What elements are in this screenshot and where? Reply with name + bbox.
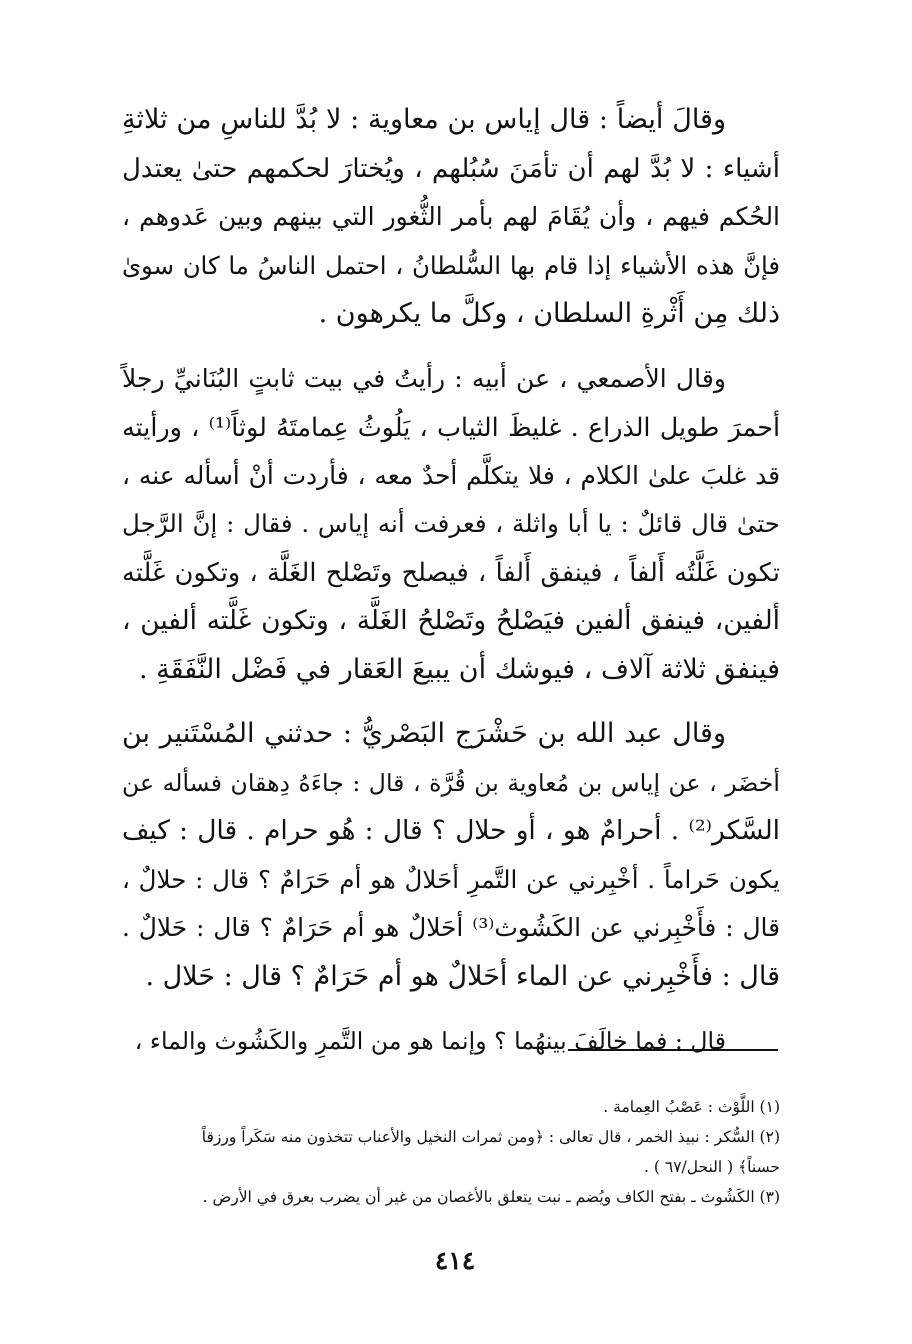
footnote-2: (٢) السُّكر : نبيذ الخمر ، قال تعالى : ﴿ومن ثمرات النخيل والأعناب تتخذون منه سَكَراً ورزقاً	[201, 1128, 780, 1146]
text-line: السَّكر⁽²⁾ . أحرامٌ هو ، أو حلال ؟ قال : هُو حرام . قال : كيف	[122, 816, 780, 846]
paragraph-1	[122, 96, 780, 339]
footnote-2-continued: حسناً﴾ ( النحل/٦٧ ) .	[644, 1158, 780, 1176]
text-line: أشياء : لا بُدَّ لهم أن تأمَنَ سُبُلهم ، ويُختارَ لحكمهم حتىٰ يعتدل	[122, 153, 780, 184]
text-line: أخضَر ، عن إياس بن مُعاوية بن قُرَّة ، قال : جاءَهُ دِهقان فسأله عن	[122, 768, 780, 797]
footnote-3: (٣) الكَشُوث ـ بفتح الكاف ويُضم ـ نبت يتعلق بالأغصان من غير أن يضرب بعرق في الأرض .	[202, 1188, 780, 1206]
footnote-1: (١) اللَّوْث : عَصْبُ العِمامة .	[603, 1098, 780, 1116]
text-line: قال : فأَخْبِرني عن الكَشُوث⁽³⁾ أحَلالٌ هو أم حَرَامٌ ؟ قال : حَلالٌ .	[122, 913, 780, 942]
text-line: وقالَ أيضاً : قال إياس بن معاوية : لا بُدَّ للناسِ من ثلاثةِ	[122, 104, 726, 135]
footnotes	[110, 1092, 780, 1212]
paragraph-2	[122, 355, 780, 695]
paragraph-4	[122, 1017, 780, 1066]
text-line: أحمرَ طويل الذراع . غليظَ الثياب ، يَلُوثُ عِمامتَهُ لوثاً⁽¹⁾ ، ورأيته	[122, 412, 780, 442]
text-line: الحُكم فيهم ، وأن يُقَامَ لهم بأمر الثُّغور التي بينهم وبين عَدوهم ،	[122, 202, 780, 231]
text-line: فإنَّ هذه الأشياء إذا قام بها السُّلطانُ ، احتمل الناسُ ما كان سوىٰ	[122, 250, 780, 280]
footnote-separator	[568, 1049, 778, 1051]
paragraph-3	[122, 710, 780, 1001]
text-line: ذلك مِن أَثْرةِ السلطان ، وكلَّ ما يكرهون .	[318, 298, 780, 329]
text-line: تكون غَلَّتُه أَلفاً ، فينفق أَلفاً ، فيصلح وتَصْلح الغَلَّة ، وتكون غَلَّته	[122, 557, 780, 588]
page-number: ٤١٤	[434, 1246, 476, 1275]
text-line: قال : فأَخْبِرني عن الماء أحَلالٌ هو أم حَرَامٌ ؟ قال : حَلال .	[145, 960, 780, 992]
text-line: وقال الأصمعي ، عن أبيه : رأيتُ في بيت ثابتٍ البُنَانيِّ رجلاً	[122, 363, 726, 393]
text-line: يكون حَراماً . أخْبِرني عن التَّمرِ أحَلالٌ هو أم حَرَامٌ ؟ قال : حلالٌ ،	[122, 864, 780, 894]
text-line: ألفين، فينفق ألفين فيَصْلحُ وتَصْلحُ الغَلَّة ، وتكون غَلَّته ألفين ،	[122, 606, 780, 636]
text-line: حتىٰ قال قائلٌ : يا أبا واثلة ، فعرفت أنه إياس . فقال : إنَّ الرَّجل	[122, 509, 780, 538]
main-text	[122, 96, 780, 1066]
text-line: قال : فما خالَفَ بينهُما ؟ وإنما هو من التَّمرِ والكَشُوث والماء ،	[134, 1027, 726, 1055]
text-line: فينفق ثلاثة آلاف ، فيوشك أن يبيعَ العَقار في فَضْل النَّفَقَةِ .	[139, 653, 780, 685]
text-line: قد غلبَ علىٰ الكلام ، فلا يتكلَّم أحدٌ معه ، فأردت أنْ أسأله عنه ،	[122, 460, 780, 490]
text-line: وقال عبد الله بن حَشْرَج البَصْريُّ : حدثني المُسْتَنير بن	[122, 718, 726, 749]
